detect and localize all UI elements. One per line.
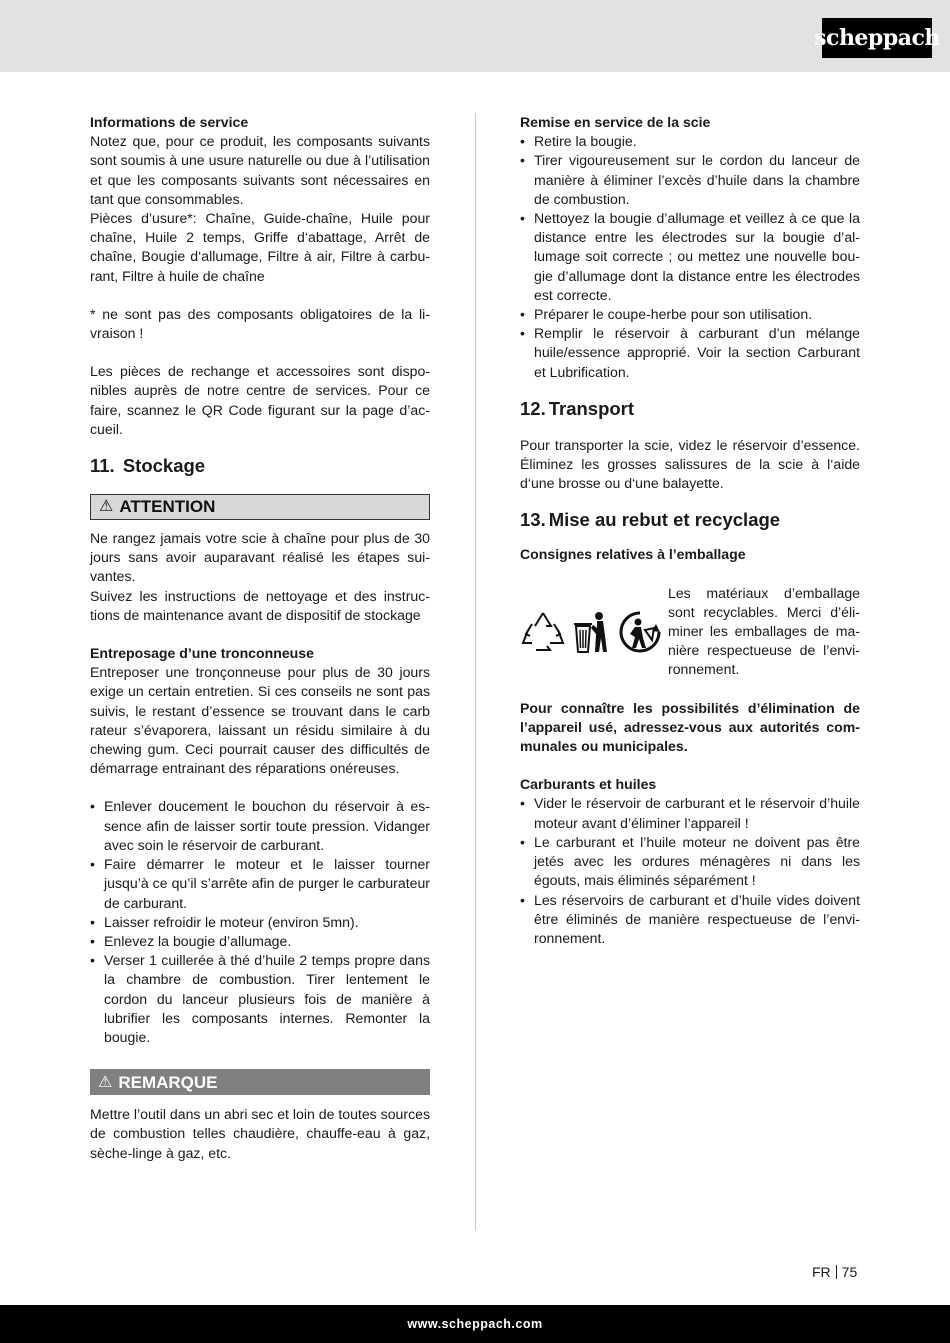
list-item: • Enlevez la bougie d’allumage. xyxy=(90,932,430,951)
emballage-title: Consignes relatives à l’emballage xyxy=(520,546,746,563)
section-heading-stockage: 11. Stockage xyxy=(90,455,206,477)
remise-title: Remise en service de la scie xyxy=(520,114,711,130)
warning-triangle-icon: ⚠ xyxy=(99,498,114,516)
list-item: • Vider le réservoir de carburant et le réservoir d’huile moteur avant d’éliminer l’appareil ! xyxy=(520,794,860,832)
list-item: • Laisser refroidir le moteur (environ 5mn). xyxy=(90,913,430,932)
remarque-label: REMARQUE xyxy=(118,1072,218,1092)
list-item: • Les réservoirs de carburant et d’huile vides doivent être éliminés de manière respectueuse de l’environnement. xyxy=(520,891,860,949)
service-paragraph-1: Notez que, pour ce produit, les composants suivants sont soumis à une usure naturelle ou due à l’utilisation et que les composants suivants sont nécessaires en tant que consommables. xyxy=(90,133,430,207)
section-heading-rebut: 13. Mise au rebut et recyclage xyxy=(520,509,781,531)
list-item: • Verser 1 cuillerée à thé d’huile 2 temps propre dans la chambre de combustion. Tirer lentement le cordon du lanceur plusieurs fois de manière à lubrifier les composants internes. Remonter la bougie. xyxy=(90,951,430,1047)
emballage-paragraph: Les matériaux d’emballage sont recyclables. Merci d’éliminer les emballages de manière respectueuse de l’environnement. xyxy=(668,584,860,678)
attention-paragraph-2: Suivez les instructions de nettoyage et des instructions de maintenance avant de dispositif de stockage xyxy=(90,587,430,623)
recycle-icon xyxy=(520,610,566,654)
trash-bin-icon xyxy=(573,610,609,654)
separator xyxy=(836,1265,837,1279)
section-heading-transport: 12. Transport xyxy=(520,397,635,419)
entreposage-paragraph: Entreposer une tronçonneuse pour plus de 30 jours exige un certain entretien. Si ces conseils ne sont pas suivis, le restant d’essence se trouvant dans le carb rateur s’évaporera, laissant un résidu similaire à du chewing gum. Ceci pourrait causer des difficultés de démarrage entrainant des réparations onéreuses. xyxy=(90,664,430,777)
list-item: • Le carburant et l’huile moteur ne doivent pas être jetés avec les ordures ménagères ni dans les égouts, mais éliminés séparément ! xyxy=(520,833,860,891)
elimination-notice: Pour connaître les possibilités d’élimination de l’appareil usé, adressez-vous aux autorités communales ou municipales. xyxy=(520,699,860,755)
remarque-paragraph: Mettre l’outil dans un abri sec et loin de toutes sources de combustion telles chaudière, chauffe-eau à gaz, sèche-linge à gaz, etc. xyxy=(90,1106,430,1161)
recycle-person-icon xyxy=(616,610,664,654)
attention-box xyxy=(90,494,430,520)
list-item: • Retire la bougie. xyxy=(520,132,860,151)
carburants-title: Carburants et huiles xyxy=(520,776,657,793)
packaging-recycling-block xyxy=(520,584,860,680)
transport-paragraph: Pour transporter la scie, videz le réservoir d’essence. Éliminez les grosses salissures de la scie à l‘aide d‘une brosse ou d‘une balayette. xyxy=(520,436,860,492)
recycling-icons xyxy=(520,584,668,680)
remarque-box xyxy=(90,1069,430,1095)
scheppach-logo: scheppach xyxy=(822,18,932,58)
warning-triangle-icon: ⚠ xyxy=(98,1073,113,1091)
remise-list xyxy=(520,132,860,382)
column-divider xyxy=(475,113,476,1230)
website-link[interactable]: www.scheppach.com xyxy=(407,1317,543,1331)
service-title: Informations de service xyxy=(90,114,249,130)
header-bar xyxy=(0,0,950,72)
attention-label: ATTENTION xyxy=(119,497,216,517)
list-item: • Remplir le réservoir à carburant d’un mélange huile/essence approprié. Voir la section Carburant et Lubrification. xyxy=(520,324,860,382)
list-item: • Faire démarrer le moteur et le laisser tourner jusqu’à ce qu’il s’arrête afin de purger le carburateur de carburant. xyxy=(90,855,430,913)
entreposage-title: Entreposage d’une tronconneuse xyxy=(90,645,314,662)
service-paragraph-3: * ne sont pas des composants obligatoires de la livraison ! xyxy=(90,305,430,342)
storage-steps-list xyxy=(90,797,430,1047)
list-item: • Enlever doucement le bouchon du réservoir à essence afin de laisser sortir toute pression. Vidanger avec soin le réservoir de carburant. xyxy=(90,797,430,855)
left-column xyxy=(90,113,430,1163)
service-paragraph-4: Les pièces de rechange et accessoires sont disponibles auprès de notre centre de services. Pour ce faire, scannez le QR Code figurant sur la page d’accueil. xyxy=(90,363,430,437)
attention-paragraph-1: Ne rangez jamais votre scie à chaîne pour plus de 30 jours sans avoir auparavant réalisé les étapes suivantes. xyxy=(90,530,430,585)
list-item: • Préparer le coupe-herbe pour son utilisation. xyxy=(520,305,860,324)
language-code: FR xyxy=(812,1264,831,1280)
list-item: • Nettoyez la bougie d’allumage et veillez à ce que la distance entre les électrodes sur la bougie d’allumage soit correcte ; ou mettez une nouvelle bougie d’allumage dont la distance entre les électrodes est correcte. xyxy=(520,209,860,305)
carburants-list xyxy=(520,794,860,948)
service-paragraph-2: Pièces d’usure*: Chaîne, Guide-chaîne, Huile pour chaîne, Huile 2 temps, Griffe d‘abattage, Arrêt de chaîne, Bougie d‘allumage, Filtre à air, Filtre à carburant, Filtre à huile de chaîne xyxy=(90,210,430,284)
page-number-value: 75 xyxy=(841,1264,858,1280)
page-number xyxy=(812,1264,857,1280)
list-item: • Tirer vigoureusement sur le cordon du lanceur de manière à éliminer l’excès d’huile dans la chambre de combustion. xyxy=(520,151,860,209)
footer-bar xyxy=(0,1305,950,1343)
right-column xyxy=(520,113,860,948)
